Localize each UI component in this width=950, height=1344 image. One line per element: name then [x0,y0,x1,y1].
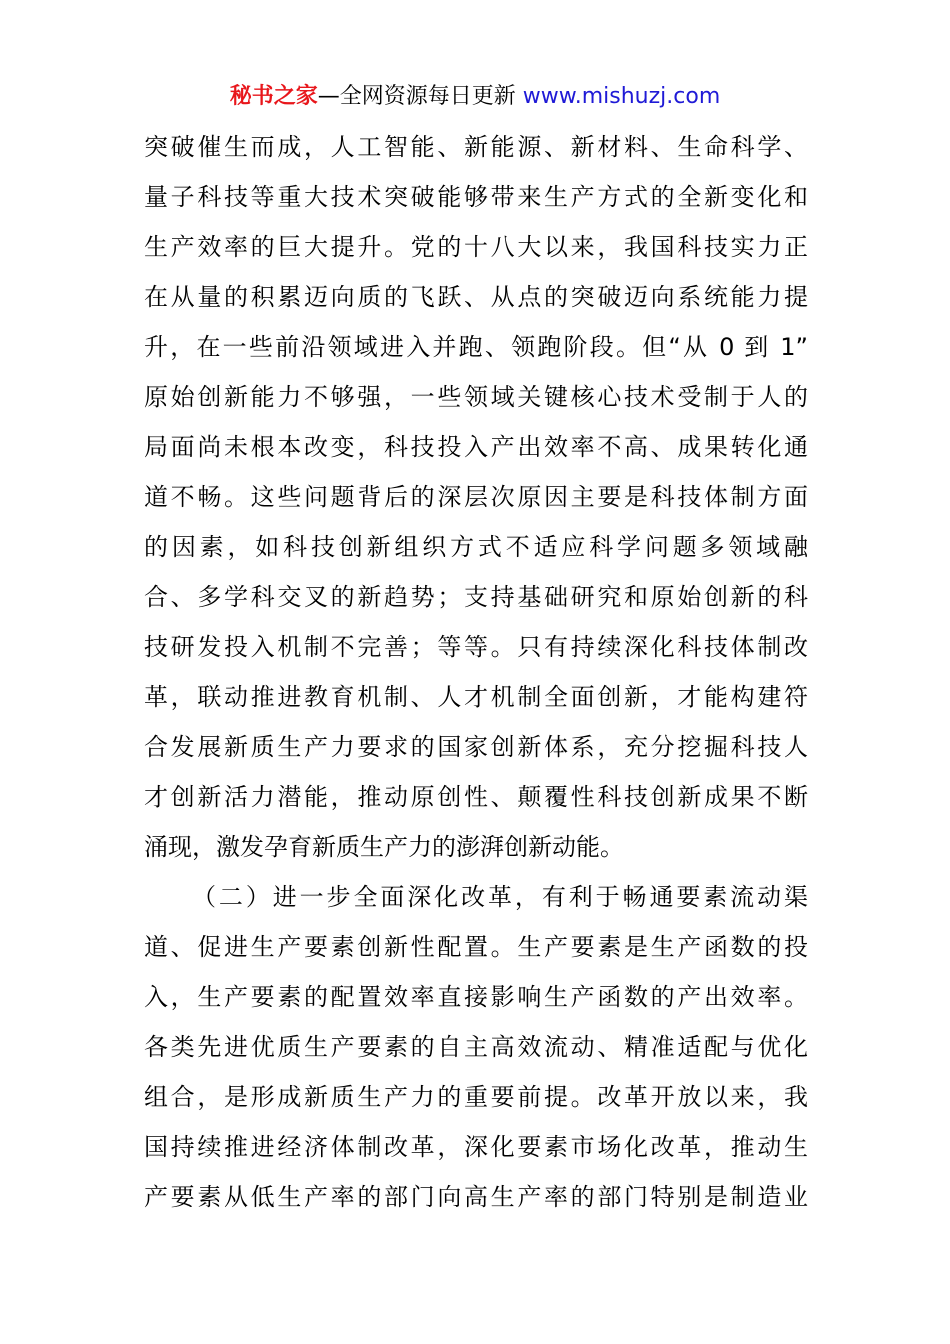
text-line: 入，生产要素的配置效率直接影响生产函数的产出效率。 [144,983,808,1011]
text-line: 革，联动推进教育机制、人才机制全面创新，才能构建符 [144,683,808,711]
text-line: 才创新活力潜能，推动原创性、颠覆性科技创新成果不断 [144,783,808,811]
text-line-indented: （二）进一步全面深化改革，有利于畅通要素流动渠 [192,883,808,911]
paragraph-1 [144,122,808,872]
text-line: 产要素从低生产率的部门向高生产率的部门特别是制造业 [144,1183,808,1211]
text-line-last: 涌现，激发孕育新质生产力的澎湃创新动能。 [144,833,624,861]
text-line: 技研发投入机制不完善；等等。只有持续深化科技体制改 [144,633,808,661]
text-line: 道、促进生产要素创新性配置。生产要素是生产函数的投 [144,933,808,961]
text-line: 各类先进优质生产要素的自主高效流动、精准适配与优化 [144,1033,808,1061]
text-line: 局面尚未根本改变，科技投入产出效率不高、成果转化通 [144,433,808,461]
text-line: 突破催生而成，人工智能、新能源、新材料、生命科学、 [144,133,808,161]
document-body [144,122,808,1222]
text-line: 组合，是形成新质生产力的重要前提。改革开放以来，我 [144,1083,808,1111]
text-line: 的因素，如科技创新组织方式不适应科学问题多领域融 [144,533,808,561]
text-line: 升，在一些前沿领域进入并跑、领跑阶段。但“从 0 到 1” [144,333,808,361]
paragraph-2 [144,872,808,1222]
text-line: 合、多学科交叉的新趋势；支持基础研究和原始创新的科 [144,583,808,611]
text-line: 原始创新能力不够强，一些领域关键核心技术受制于人的 [144,383,808,411]
site-tagline: —全网资源每日更新 [317,84,523,109]
text-line: 在从量的积累迈向质的飞跃、从点的突破迈向系统能力提 [144,283,808,311]
text-line: 合发展新质生产力要求的国家创新体系，充分挖掘科技人 [144,733,808,761]
text-line: 国持续推进经济体制改革，深化要素市场化改革，推动生 [144,1133,808,1161]
text-line: 道不畅。这些问题背后的深层次原因主要是科技体制方面 [144,483,808,511]
site-url-link[interactable]: www.mishuzj.com [522,84,721,109]
text-line: 生产效率的巨大提升。党的十八大以来，我国科技实力正 [144,233,808,261]
site-header [0,80,950,114]
site-brand: 秘书之家 [229,84,318,109]
text-line: 量子科技等重大技术突破能够带来生产方式的全新变化和 [144,183,808,211]
